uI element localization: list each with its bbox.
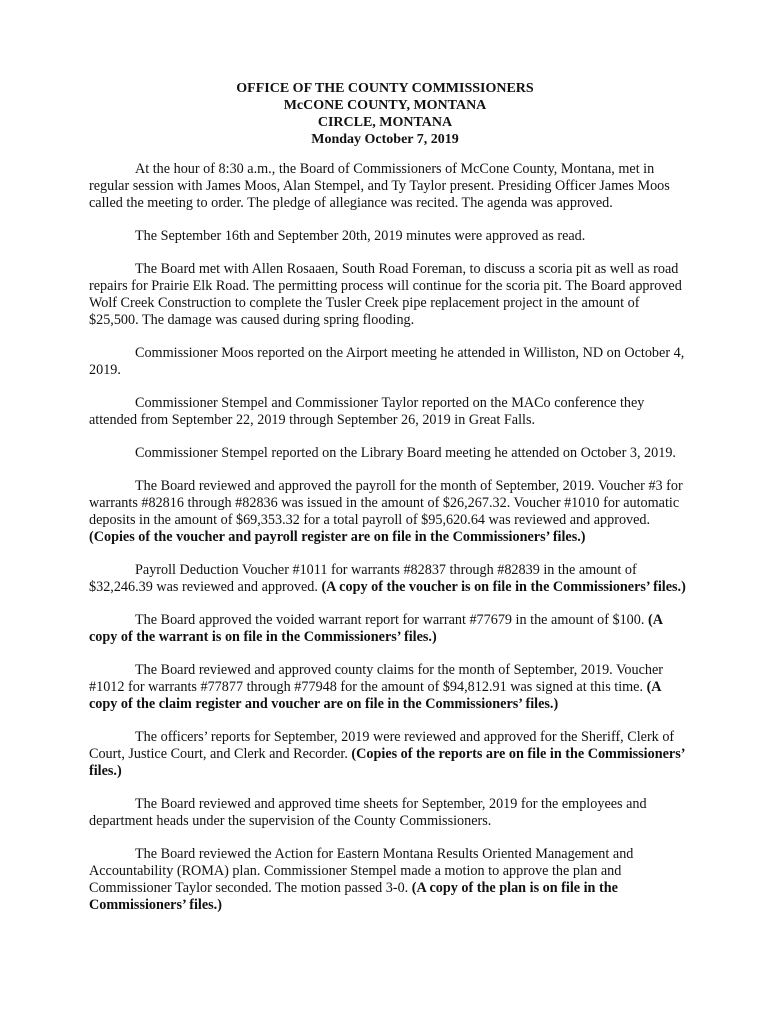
paragraph-payroll-deduction: Payroll Deduction Voucher #1011 for warrants #82837 through #82839 in the amount of $32,246.39 was reviewed and approved. (A copy of the voucher is on file in the Commissioners’ files.)	[89, 562, 686, 595]
paragraph-county-claims: The Board reviewed and approved county claims for the month of September, 2019. Voucher #1012 for warrants #77877 through #77948 for the amount of $94,812.91 was signed at this time. (A copy of the claim register and voucher are on file in the Commissioners’ files.)	[89, 662, 664, 712]
document-header	[0, 80, 770, 148]
paragraph-time-sheets: The Board reviewed and approved time sheets for September, 2019 for the employees and department heads under the supervision of the County Commissioners.	[89, 796, 647, 829]
header-city-line: CIRCLE, MONTANA	[317, 115, 453, 130]
paragraph-library-board: Commissioner Stempel reported on the Library Board meeting he attended on October 3, 2019.	[135, 445, 676, 461]
paragraph-airport-meeting: Commissioner Moos reported on the Airport meeting he attended in Williston, ND on October 4, 2019.	[89, 345, 685, 378]
header-county-line: McCONE COUNTY, MONTANA	[283, 98, 487, 113]
document-body	[89, 161, 692, 930]
paragraph-road-foreman: The Board met with Allen Rosaaen, South Road Foreman, to discuss a scoria pit as well as road repairs for Prairie Elk Road. The permitting process will continue for the scoria pit. The Board approved Wolf Creek Construction to complete the Tusler Creek pipe replacement project in the amount of $25,500. The damage was caused during spring flooding.	[89, 261, 682, 328]
paragraph-call-to-order: At the hour of 8:30 a.m., the Board of Commissioners of McCone County, Montana, met in regular session with James Moos, Alan Stempel, and Ty Taylor present. Presiding Officer James Moos called the meeting to order. The pledge of allegiance was recited. The agenda was approved.	[89, 161, 670, 211]
header-office-line: OFFICE OF THE COUNTY COMMISSIONERS	[236, 81, 534, 96]
paragraph-voided-warrant: The Board approved the voided warrant report for warrant #77679 in the amount of $100. (A copy of the warrant is on file in the Commissioners’ files.)	[89, 612, 663, 645]
paragraph-minutes: The September 16th and September 20th, 2019 minutes were approved as read.	[135, 228, 586, 244]
paragraph-roma-plan: The Board reviewed the Action for Eastern Montana Results Oriented Management and Accountability (ROMA) plan. Commissioner Stempel made a motion to approve the plan and Commissioner Taylor seconded. The motion passed 3-0. (A copy of the plan is on file in the Commissioners’ files.)	[89, 846, 634, 913]
paragraph-maco-conference: Commissioner Stempel and Commissioner Taylor reported on the MACo conference they attended from September 22, 2019 through September 26, 2019 in Great Falls.	[89, 395, 645, 428]
paragraph-officers-reports: The officers’ reports for September, 2019 were reviewed and approved for the Sheriff, Clerk of Court, Justice Court, and Clerk and Recorder. (Copies of the reports are on file in the Commissioners’ files.)	[89, 729, 685, 779]
header-date-line: Monday October 7, 2019	[311, 132, 459, 147]
paragraph-payroll: The Board reviewed and approved the payroll for the month of September, 2019. Voucher #3 for warrants #82816 through #82836 was issued in the amount of $26,267.32. Voucher #1010 for automatic deposits in the amount of $69,353.32 for a total payroll of $95,620.64 was reviewed and approved. (Copies of the voucher and payroll register are on file in the Commissioners’ files.)	[89, 478, 683, 545]
